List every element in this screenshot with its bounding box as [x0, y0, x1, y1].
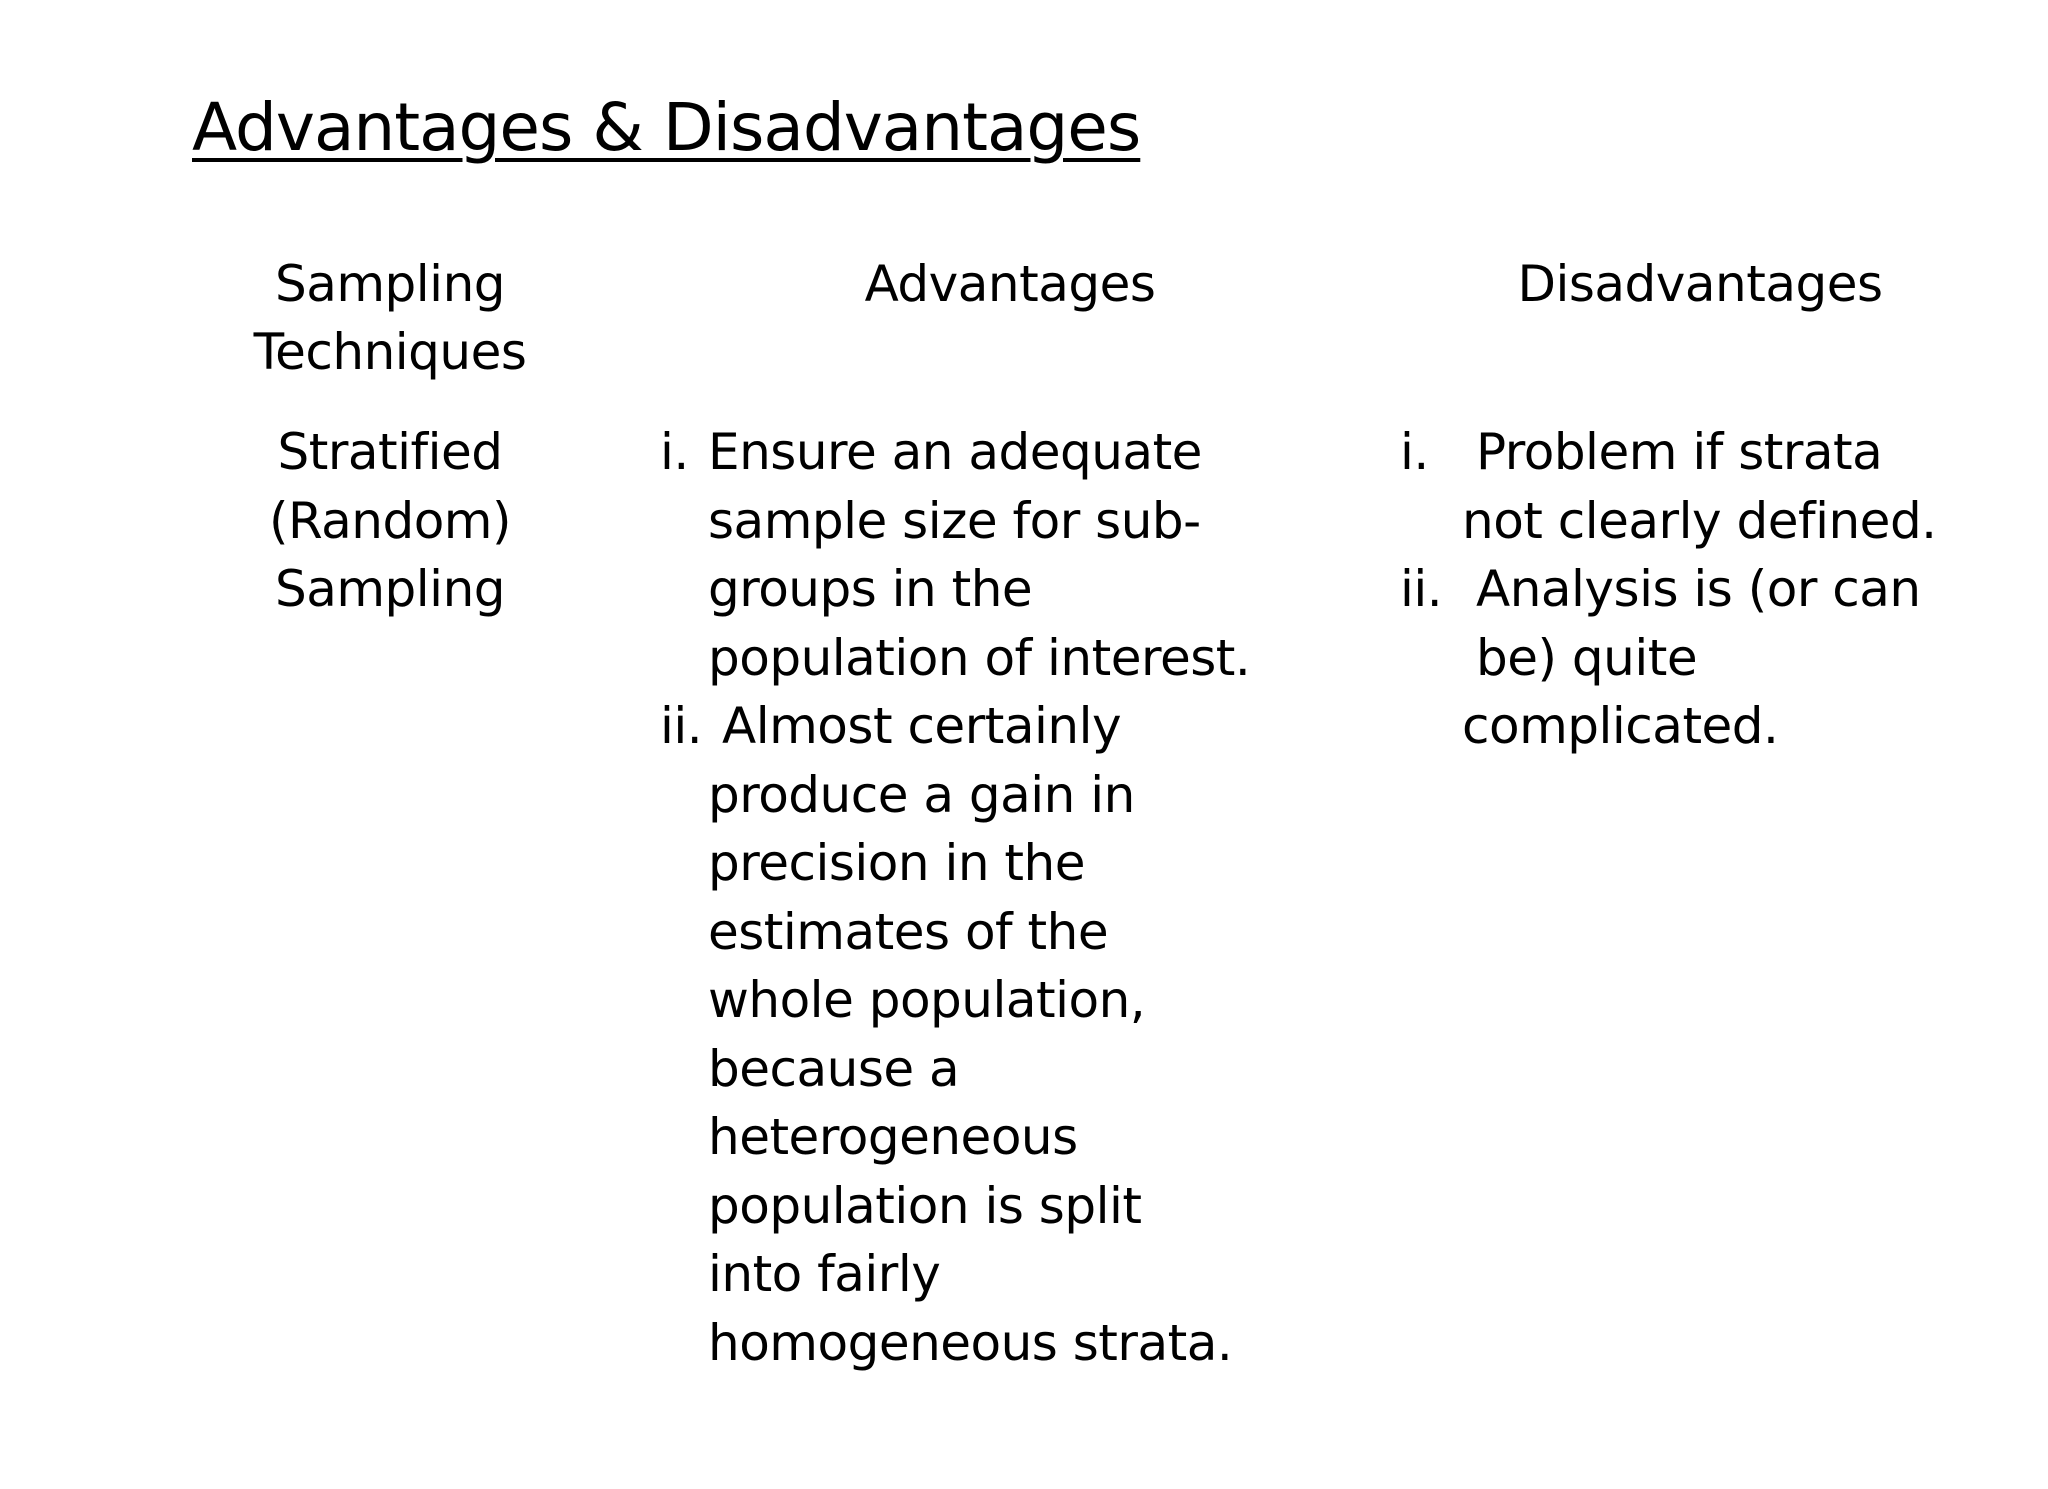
technique-line: Stratified	[277, 423, 503, 481]
disadvantage-line: be) quite	[1476, 628, 1698, 687]
list-marker: ii.	[660, 697, 703, 755]
advantage-line: heterogeneous	[708, 1108, 1078, 1166]
slide-title: Advantages & Disadvantages	[192, 89, 1141, 166]
disadvantage-item	[1400, 418, 2020, 555]
advantage-line: population of interest.	[708, 628, 1251, 687]
advantage-line: produce a gain in	[708, 765, 1135, 824]
technique-name	[220, 418, 560, 624]
advantage-item	[660, 418, 1320, 692]
advantage-line: precision in the	[708, 834, 1085, 892]
column-header-line: Techniques	[253, 323, 527, 381]
advantage-line: homogeneous strata.	[708, 1313, 1233, 1372]
advantage-line: estimates of the	[708, 902, 1109, 961]
advantage-line: groups in the	[708, 560, 1033, 618]
technique-line: Sampling	[274, 560, 506, 618]
advantage-line: whole population,	[708, 971, 1146, 1029]
advantage-line: Ensure an adequate	[708, 423, 1202, 481]
advantage-line: into fairly	[708, 1245, 941, 1303]
column-header-disadvantages: Disadvantages	[1517, 255, 1883, 313]
column-header-sampling-techniques	[220, 250, 560, 386]
advantage-line: population is split	[708, 1176, 1142, 1235]
column-header-advantages: Advantages	[864, 255, 1156, 313]
disadvantage-line: Analysis is (or can	[1476, 560, 1921, 618]
advantage-line: sample size for sub-	[708, 491, 1201, 550]
disadvantages-list	[1400, 418, 2020, 761]
list-marker: i.	[660, 423, 689, 481]
advantages-list	[660, 418, 1320, 1377]
column-header-line: Sampling	[274, 255, 506, 313]
list-marker: ii.	[1400, 560, 1443, 618]
disadvantage-line: complicated.	[1462, 697, 1779, 755]
advantage-item	[660, 692, 1320, 1377]
technique-line: (Random)	[268, 491, 512, 550]
disadvantage-item	[1400, 555, 2020, 761]
advantage-line: Almost certainly	[722, 697, 1122, 755]
advantage-line: because a	[708, 1039, 960, 1098]
disadvantage-line: not clearly defined.	[1462, 491, 1937, 550]
disadvantage-line: Problem if strata	[1476, 423, 1883, 481]
list-marker: i.	[1400, 423, 1429, 481]
